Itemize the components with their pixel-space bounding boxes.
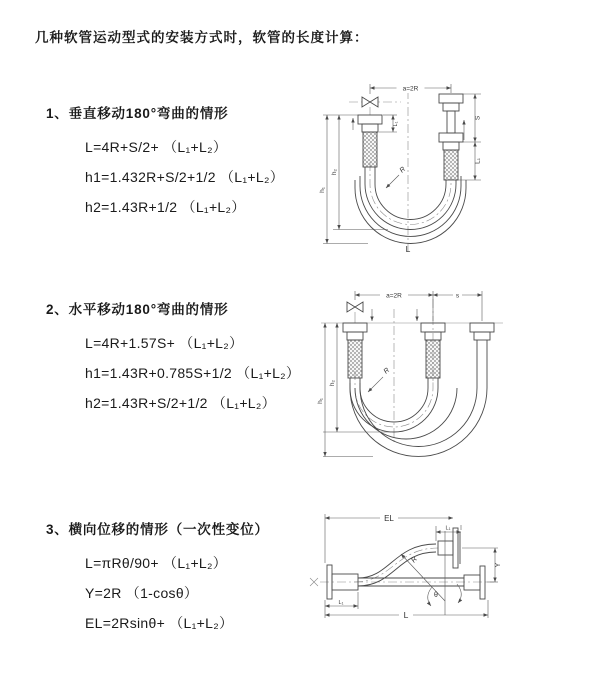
hose-shifted-arc: [355, 180, 466, 244]
formula-line: L=4R+S/2+ （L₁+L₂）: [85, 139, 228, 155]
diagram-horizontal-180-bend: [313, 283, 583, 478]
flange-plate: [453, 528, 458, 568]
hose-assembly: [327, 525, 485, 599]
flange-collar: [443, 103, 459, 111]
hose-assembly: [355, 94, 466, 244]
braid-section: [348, 340, 362, 378]
dim-label-y: Y: [495, 562, 502, 568]
dim-label-el: EL: [384, 514, 394, 523]
radius-line: [401, 554, 445, 601]
formula-line: EL=2Rsinθ+ （L₁+L₂）: [85, 615, 234, 631]
section-3-formulas: [85, 548, 316, 638]
dim-label-radius: R: [382, 366, 392, 376]
hose-assembly: [343, 323, 494, 456]
section-3-heading: 3、横向位移的情形（一次性变位）: [46, 522, 269, 537]
braid-section: [444, 150, 458, 180]
formula-line: h1=1.432R+S/2+1/2 （L₁+L₂）: [85, 169, 285, 185]
dim-label-s: S: [474, 115, 482, 121]
dim-label-radius: R: [398, 165, 408, 175]
braid-section: [426, 340, 440, 378]
section-lateral-displacement: [46, 518, 316, 638]
page-title: 几种软管运动型式的安装方式时，软管的长度计算：: [35, 30, 369, 45]
section-1-formulas: [85, 132, 316, 222]
formula-line: h2=1.43R+1/2 （L₁+L₂）: [85, 199, 246, 215]
dim-label-length: L: [403, 610, 409, 620]
centerline-mark: [310, 578, 318, 586]
section-1-heading: 1、垂直移动180°弯曲的情形: [46, 106, 229, 121]
diagram-vertical-180-bend: [313, 72, 583, 257]
formula-line: h2=1.43R+S/2+1/2 （L₁+L₂）: [85, 395, 276, 411]
flange-collar: [362, 124, 378, 132]
flange-collar: [347, 332, 363, 340]
dim-label-l1: L₁: [474, 158, 482, 164]
flange-plate: [480, 566, 485, 599]
centerlines: [310, 548, 494, 586]
flange-collar: [474, 332, 490, 340]
section-vertical-bend: [46, 102, 316, 222]
flange-nut: [439, 133, 463, 142]
flange-nut: [439, 94, 463, 103]
dim-label-length: L: [405, 244, 411, 254]
flange-socket: [464, 575, 480, 590]
angle-arc-arrow: [457, 584, 461, 603]
dimension-labels: [339, 513, 502, 620]
diagram-lateral-displacement: [298, 503, 593, 653]
dim-label-l1: L₁: [393, 121, 399, 127]
dim-label-l1-top: L₁: [445, 525, 451, 532]
section-2-heading: 2、水平移动180°弯曲的情形: [46, 302, 229, 317]
dimension-lines: [325, 514, 498, 618]
flange-nut: [358, 115, 382, 124]
valve-icon: [362, 97, 378, 107]
dim-label-theta: θ: [434, 592, 438, 599]
dim-label-radius: R: [410, 555, 419, 565]
dim-label-h1: h₁: [317, 398, 324, 404]
dim-label-a2r: a=2R: [402, 85, 419, 93]
dim-label-h2: h₂: [331, 168, 338, 176]
section-horizontal-bend: [46, 298, 316, 418]
flange-nut: [470, 323, 494, 332]
hose-inner-wall: [375, 167, 446, 220]
flange-nut: [343, 323, 367, 332]
formula-line: L=πRθ/90+ （L₁+L₂）: [85, 555, 228, 571]
radius-leader: [368, 377, 383, 392]
hose-outer-wall: [365, 167, 456, 230]
s-curve-wall: [358, 544, 436, 578]
dim-label-s: s: [455, 292, 460, 300]
section-2-formulas: [85, 328, 316, 418]
formula-line: h1=1.43R+0.785S+1/2 （L₁+L₂）: [85, 365, 301, 381]
dim-label-h2: h₂: [329, 379, 336, 387]
radius-leader: [386, 175, 399, 188]
hose-intermediate-arc: [355, 388, 457, 439]
valve-icon: [347, 302, 363, 312]
s-curve-wall: [358, 552, 436, 586]
dim-label-l1-bottom: L₁: [338, 600, 344, 606]
dim-label-a2r: a=2R: [386, 292, 402, 300]
flange-socket: [438, 541, 453, 555]
dim-label-h1: h₁: [319, 187, 326, 193]
formula-line: Y=2R （1-cosθ）: [85, 585, 199, 601]
hose-shifted-outer: [350, 340, 487, 456]
flange-collar: [443, 142, 459, 150]
pipe-stem: [447, 111, 455, 133]
angle-arc-arrow: [428, 587, 432, 606]
formula-line: L=4R+1.57S+ （L₁+L₂）: [85, 335, 244, 351]
braid-section: [363, 132, 377, 167]
